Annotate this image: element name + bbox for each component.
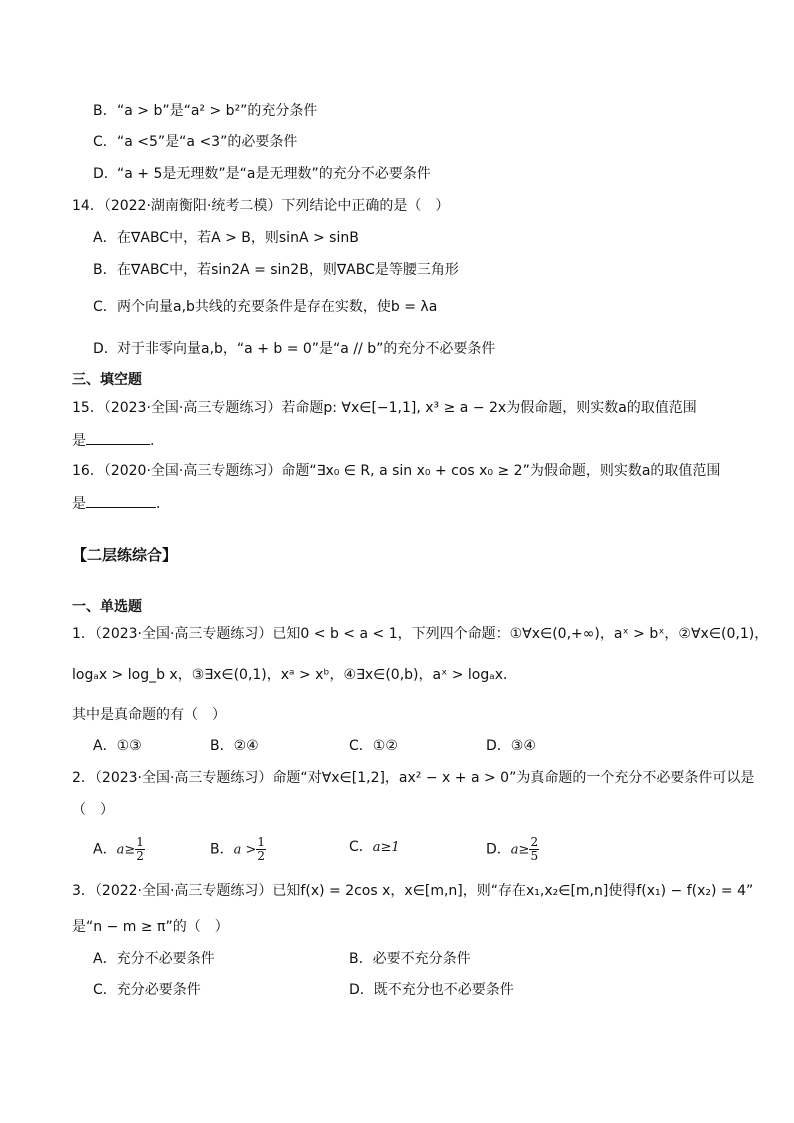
q2-option-c: C．a≥1 (349, 839, 400, 855)
q14-option-d: D． (93, 341, 118, 357)
q15-suffix: . (150, 433, 155, 449)
q2-stem-line2: （ ） (72, 802, 114, 818)
q3-option-d: D．既不充分也不必要条件 (349, 982, 514, 998)
q1-option-c: C．①② (349, 738, 398, 754)
q16-answer-line (72, 493, 170, 514)
level-title: 【二层练综合】 (72, 546, 178, 564)
section-heading-fill-in: 三、填空题 (72, 372, 142, 388)
q14-option-d-text: 对于非零向量a,b，“a + b = 0”是“a // b”的充分不必要条件 (117, 341, 496, 357)
q14-option-a-text: 在∇ABC中，若A > B，则sinA > sinB (117, 230, 359, 246)
q1-option-a: A．①③ (93, 738, 142, 754)
q13-option-d-text: “a + 5是无理数”是“a是无理数”的充分不必要条件 (117, 166, 431, 182)
q16-suffix: ． (156, 496, 170, 512)
q1-stem-line2: logₐx > log_b x，③∃x∈(0,1)，xᵃ > xᵇ，④∃x∈(0,b)，aˣ > logₐx． (72, 667, 518, 683)
q15-answer-line (72, 430, 154, 451)
q15-answer-blank[interactable] (86, 430, 150, 445)
q14-option-a: A． (93, 230, 117, 246)
q15-prefix: 是 (72, 433, 86, 449)
q13-option-c: C． (93, 134, 117, 150)
q14-option-b: B． (93, 262, 117, 278)
q1-option-d: D．③④ (486, 738, 536, 754)
q2-stem-line1: 2．（2023·全国·高三专题练习）命题“对∀x∈[1,2]，ax² − x + a > 0”为真命题的一个充分不必要条件可以是 (72, 770, 755, 786)
q14-option-c: C． (93, 299, 117, 315)
q3-option-b: B．必要不充分条件 (349, 951, 471, 967)
q1-option-b: B．②④ (210, 738, 259, 754)
q13-option-d: D． (93, 166, 118, 182)
q2-option-b: B．a > $\frac{1}{2}$ (210, 835, 266, 863)
q3-stem-line2: 是“n − m ≥ π”的（ ） (72, 919, 229, 935)
q2-option-d: D．a≥ $\frac{2}{5}$ (486, 835, 539, 863)
q14-option-b-text: 在∇ABC中，若sin2A = sin2B，则∇ABC是等腰三角形 (117, 262, 459, 278)
q15-stem: 15．（2023·全国·高三专题练习）若命题p: ∀x∈[−1,1], x³ ≥ a − 2x为假命题，则实数a的取值范围 (72, 400, 697, 416)
q2-option-b-fraction: $\frac{1}{2}$ (257, 835, 266, 863)
q16-prefix: 是 (72, 496, 86, 512)
q13-option-b-text: “a > b”是“a² > b²”的充分条件 (117, 103, 318, 119)
q13-option-b: B． (93, 103, 117, 119)
q1-stem-line1: 1．（2023·全国·高三专题练习）已知0 < b < a < 1，下列四个命题：①∀x∈(0,+∞)，aˣ > bˣ，②∀x∈(0,1)， (72, 626, 769, 642)
q13-option-c-text: “a <5”是“a <3”的必要条件 (117, 134, 298, 150)
section-heading-single-choice: 一、单选题 (72, 599, 142, 615)
q2-option-a: A．a≥ $\frac{1}{2}$ (93, 835, 144, 863)
q3-option-c: C．充分必要条件 (93, 982, 201, 998)
q2-option-d-fraction: $\frac{2}{5}$ (530, 835, 539, 863)
q14-stem: 14．（2022·湖南衡阳·统考二模）下列结论中正确的是（ ） (72, 198, 450, 214)
q1-stem-line3: 其中是真命题的有（ ） (72, 707, 226, 723)
q14-option-c-text: 两个向量a,b共线的充要条件是存在实数，使b = λa (117, 299, 438, 315)
q16-answer-blank[interactable] (86, 493, 156, 508)
q16-stem: 16．（2020·全国·高三专题练习）命题“∃x₀ ∈ R, a sin x₀ + cos x₀ ≥ 2”为假命题，则实数a的取值范围 (72, 463, 721, 479)
q3-option-a: A．充分不必要条件 (93, 951, 215, 967)
q3-stem-line1: 3．（2022·全国·高三专题练习）已知f(x) = 2cos x，x∈[m,n]，则“存在x₁,x₂∈[m,n]使得f(x₁) − f(x₂) = 4” (72, 883, 754, 899)
q2-option-a-fraction: $\frac{1}{2}$ (136, 835, 144, 863)
